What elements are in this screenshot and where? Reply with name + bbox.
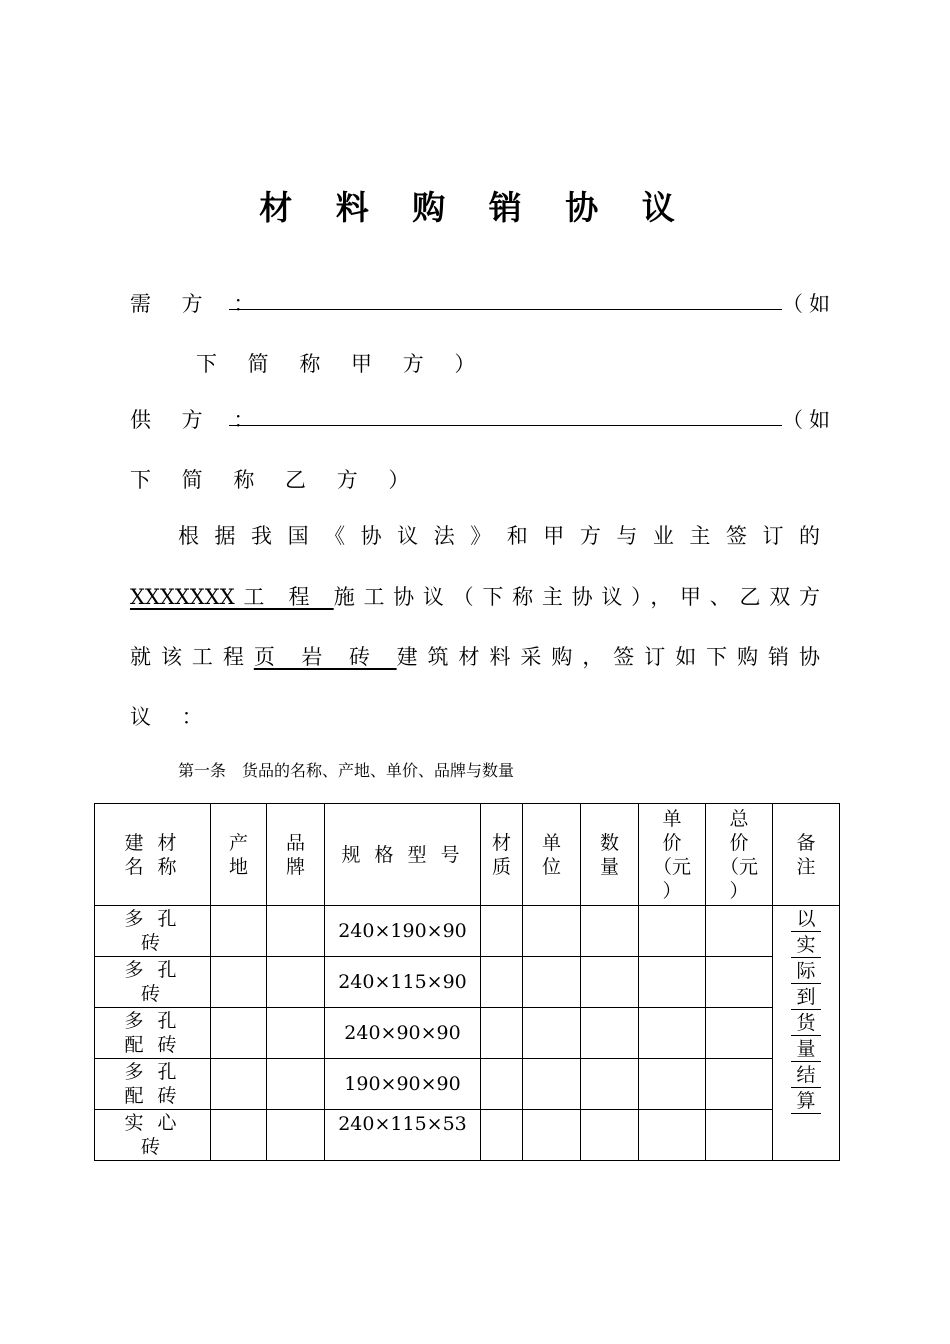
row-spec-text: 240×115×53: [338, 1113, 467, 1135]
row-unit-cell[interactable]: [523, 957, 581, 1008]
header-brand: [267, 804, 325, 906]
row-origin-cell[interactable]: [211, 1008, 267, 1059]
row-name: [95, 1059, 211, 1110]
row-name: [95, 957, 211, 1008]
header-text: 数 量: [599, 831, 619, 878]
row-total-price-cell[interactable]: [706, 1110, 773, 1161]
header-unit-price: [639, 804, 706, 906]
header-spec: [325, 804, 481, 906]
row-spec: [325, 1059, 481, 1110]
row-total-price-cell[interactable]: [706, 1059, 773, 1110]
row-name-text: 多 孔 砖: [124, 959, 181, 1005]
row-unit-cell[interactable]: [523, 1059, 581, 1110]
remark-char: 结: [791, 1064, 821, 1088]
row-quantity-cell[interactable]: [581, 957, 639, 1008]
header-remark: [773, 804, 840, 906]
row-quantity-cell[interactable]: [581, 906, 639, 957]
header-quantity: [581, 804, 639, 906]
paragraph-line-1: 根据我国《协议法》和甲方与业主签订的: [178, 524, 820, 548]
row-material-cell[interactable]: [481, 1008, 523, 1059]
row-name: [95, 1008, 211, 1059]
row-spec: [325, 957, 481, 1008]
row-material-cell[interactable]: [481, 1110, 523, 1161]
row-spec: [325, 1110, 481, 1161]
demand-suffix: （如: [782, 292, 836, 316]
header-material: [481, 804, 523, 906]
supply-label: 供 方 ：: [130, 408, 267, 432]
row-spec-text: 240×115×90: [338, 971, 467, 993]
row-spec-text: 240×190×90: [338, 920, 467, 942]
header-text: 单 位: [541, 831, 561, 878]
row-material-cell[interactable]: [481, 957, 523, 1008]
remark-char: 量: [791, 1038, 821, 1062]
row-name-text: 实 心 砖: [124, 1112, 181, 1158]
table-row: [95, 1008, 840, 1059]
document-title: 材 料 购 销 协 议: [259, 188, 691, 227]
row-name-text: 多 孔 配 砖: [124, 1010, 181, 1056]
header-text: 总 价 （元 ）: [719, 807, 758, 902]
paragraph-line-2-rest: 施工协议（下称主协议），甲、乙双方: [333, 585, 820, 609]
header-material-name: [95, 804, 211, 906]
remark-char: 货: [791, 1012, 821, 1036]
paragraph-line-2: [130, 581, 820, 611]
remark-char: 际: [791, 960, 821, 984]
table-row: [95, 1059, 840, 1110]
row-spec: [325, 1008, 481, 1059]
header-text: 单 价 （元 ）: [652, 807, 691, 902]
row-unit-cell[interactable]: [523, 906, 581, 957]
row-unit-price-cell[interactable]: [639, 1110, 706, 1161]
row-unit-cell[interactable]: [523, 1008, 581, 1059]
article-1-heading: 第一条 货品的名称、产地、单价、品牌与数量: [178, 761, 515, 780]
row-name: [95, 906, 211, 957]
row-brand-cell[interactable]: [267, 957, 325, 1008]
row-total-price-cell[interactable]: [706, 957, 773, 1008]
row-quantity-cell[interactable]: [581, 1059, 639, 1110]
header-origin: [211, 804, 267, 906]
project-name-underline: XXXXXXX工 程: [130, 585, 334, 609]
row-brand-cell[interactable]: [267, 906, 325, 957]
row-unit-price-cell[interactable]: [639, 1008, 706, 1059]
table-row: [95, 957, 840, 1008]
remark-char: 算: [791, 1090, 821, 1114]
row-unit-price-cell[interactable]: [639, 906, 706, 957]
remark-char: 到: [791, 986, 821, 1010]
row-total-price-cell[interactable]: [706, 906, 773, 957]
row-material-cell[interactable]: [481, 1059, 523, 1110]
demand-label: 需 方 ：: [130, 292, 267, 316]
row-origin-cell[interactable]: [211, 1059, 267, 1110]
demand-abbrev: 下 简 称 甲 方 ）: [196, 352, 488, 376]
row-unit-cell[interactable]: [523, 1110, 581, 1161]
demand-blank[interactable]: [229, 309, 782, 310]
goods-table: [94, 803, 840, 1161]
header-text: 材 质: [491, 831, 511, 878]
row-spec-text: 190×90×90: [344, 1073, 461, 1095]
paragraph-line-3: [130, 641, 820, 671]
header-text: 产 地: [228, 831, 248, 878]
row-brand-cell[interactable]: [267, 1110, 325, 1161]
row-total-price-cell[interactable]: [706, 1008, 773, 1059]
supply-abbrev: 下 简 称 乙 方 ）: [130, 468, 422, 492]
row-spec-text: 240×90×90: [344, 1022, 461, 1044]
header-total-price: [706, 804, 773, 906]
row-brand-cell[interactable]: [267, 1008, 325, 1059]
row-origin-cell[interactable]: [211, 1110, 267, 1161]
row-origin-cell[interactable]: [211, 906, 267, 957]
header-text: 备 注: [796, 831, 816, 878]
remark-char: 以: [791, 908, 821, 932]
row-spec: [325, 906, 481, 957]
row-unit-price-cell[interactable]: [639, 1059, 706, 1110]
paragraph-line-3-a: 就该工程: [130, 645, 254, 669]
row-name-text: 多 孔 砖: [124, 908, 181, 954]
remark-cell: [773, 906, 840, 1161]
row-name: [95, 1110, 211, 1161]
row-brand-cell[interactable]: [267, 1059, 325, 1110]
row-name-text: 多 孔 配 砖: [124, 1061, 181, 1107]
row-quantity-cell[interactable]: [581, 1110, 639, 1161]
paragraph-line-3-b: 建筑材料采购，签订如下购销协: [396, 645, 821, 669]
table-row: [95, 1110, 840, 1161]
supply-suffix: （如: [782, 408, 836, 432]
row-quantity-cell[interactable]: [581, 1008, 639, 1059]
row-unit-price-cell[interactable]: [639, 957, 706, 1008]
row-material-cell[interactable]: [481, 906, 523, 957]
header-unit: [523, 804, 581, 906]
table-row: [95, 906, 840, 957]
paragraph-line-4: 议 ：: [130, 705, 215, 729]
header-text: 规 格 型 号: [341, 843, 464, 866]
row-origin-cell[interactable]: [211, 957, 267, 1008]
supply-blank[interactable]: [229, 425, 782, 426]
material-underline: 页 岩 砖: [253, 645, 397, 669]
remark-char: 实: [791, 934, 821, 958]
header-text: 品 牌: [285, 831, 305, 878]
header-text: 建 材 名 称: [124, 831, 181, 878]
table-header-row: [95, 804, 840, 906]
